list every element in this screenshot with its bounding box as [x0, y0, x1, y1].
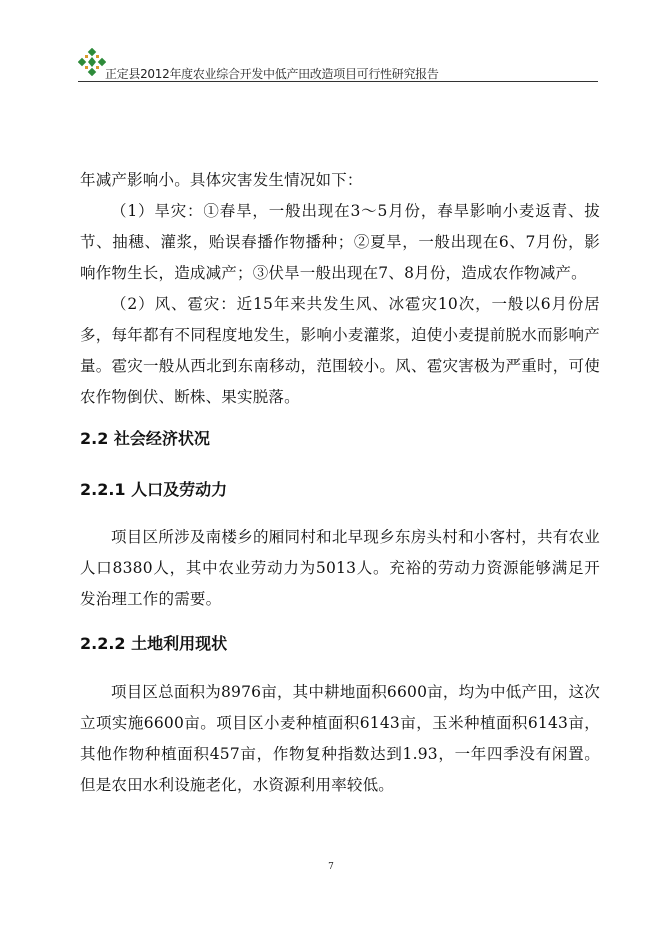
paragraph-drought: （1）旱灾：①春旱，一般出现在3～5月份，春旱影响小麦返青、拔节、抽穗、灌浆，贻误春播作物播种；②夏旱，一般出现在6、7月份，影响作物生长，造成减产；③伏旱一般出现在7、8月份，造成农作物减产。 — [80, 202, 600, 282]
section-heading-2-2-2-wrap — [80, 632, 600, 656]
header-divider — [78, 81, 598, 82]
header-title: 正定县2012年度农业综合开发中低产田改造项目可行性研究报告 — [105, 67, 439, 81]
paragraph-land-use: 项目区总面积为8976亩，其中耕地面积6600亩，均为中低产田，这次立项实施6600亩。项目区小麦种植面积6143亩，玉米种植面积6143亩，其他作物种植面积457亩，作物复种指数达到1.93，一年四季没有闲置。但是农田水利设施老化，水资源利用率较低。 — [80, 683, 600, 794]
page-header — [78, 48, 598, 82]
page-number: 7 — [328, 862, 334, 872]
paragraph-population: 项目区所涉及南楼乡的厢同村和北早现乡东房头村和小客村，共有农业人口8380人，其中农业劳动力为5013人。充裕的劳动力资源能够满足开发治理工作的需要。 — [80, 528, 600, 608]
body-section-land-use — [80, 677, 600, 801]
heading-2-2-2: 2.2.2 土地利用现状 — [80, 634, 228, 653]
body-section-1 — [80, 165, 600, 413]
heading-2-2-1: 2.2.1 人口及劳动力 — [80, 480, 228, 499]
paragraph-wind-hail: （2）风、雹灾：近15年来共发生风、冰雹灾10次，一般以6月份居多，每年都有不同程度地发生，影响小麦灌浆，迫使小麦提前脱水而影响产量。雹灾一般从西北到东南移动，范围较小。风、雹灾害极为严重时，可使农作物倒伏、断株、果实脱落。 — [80, 295, 600, 406]
diamond-arrows-logo-icon — [78, 48, 106, 76]
body-section-population — [80, 522, 600, 615]
section-heading-2-2-wrap — [80, 427, 600, 451]
section-heading-2-2-1-wrap — [80, 478, 600, 502]
heading-2-2: 2.2 社会经济状况 — [80, 429, 210, 448]
paragraph-intro: 年减产影响小。具体灾害发生情况如下： — [80, 171, 363, 189]
